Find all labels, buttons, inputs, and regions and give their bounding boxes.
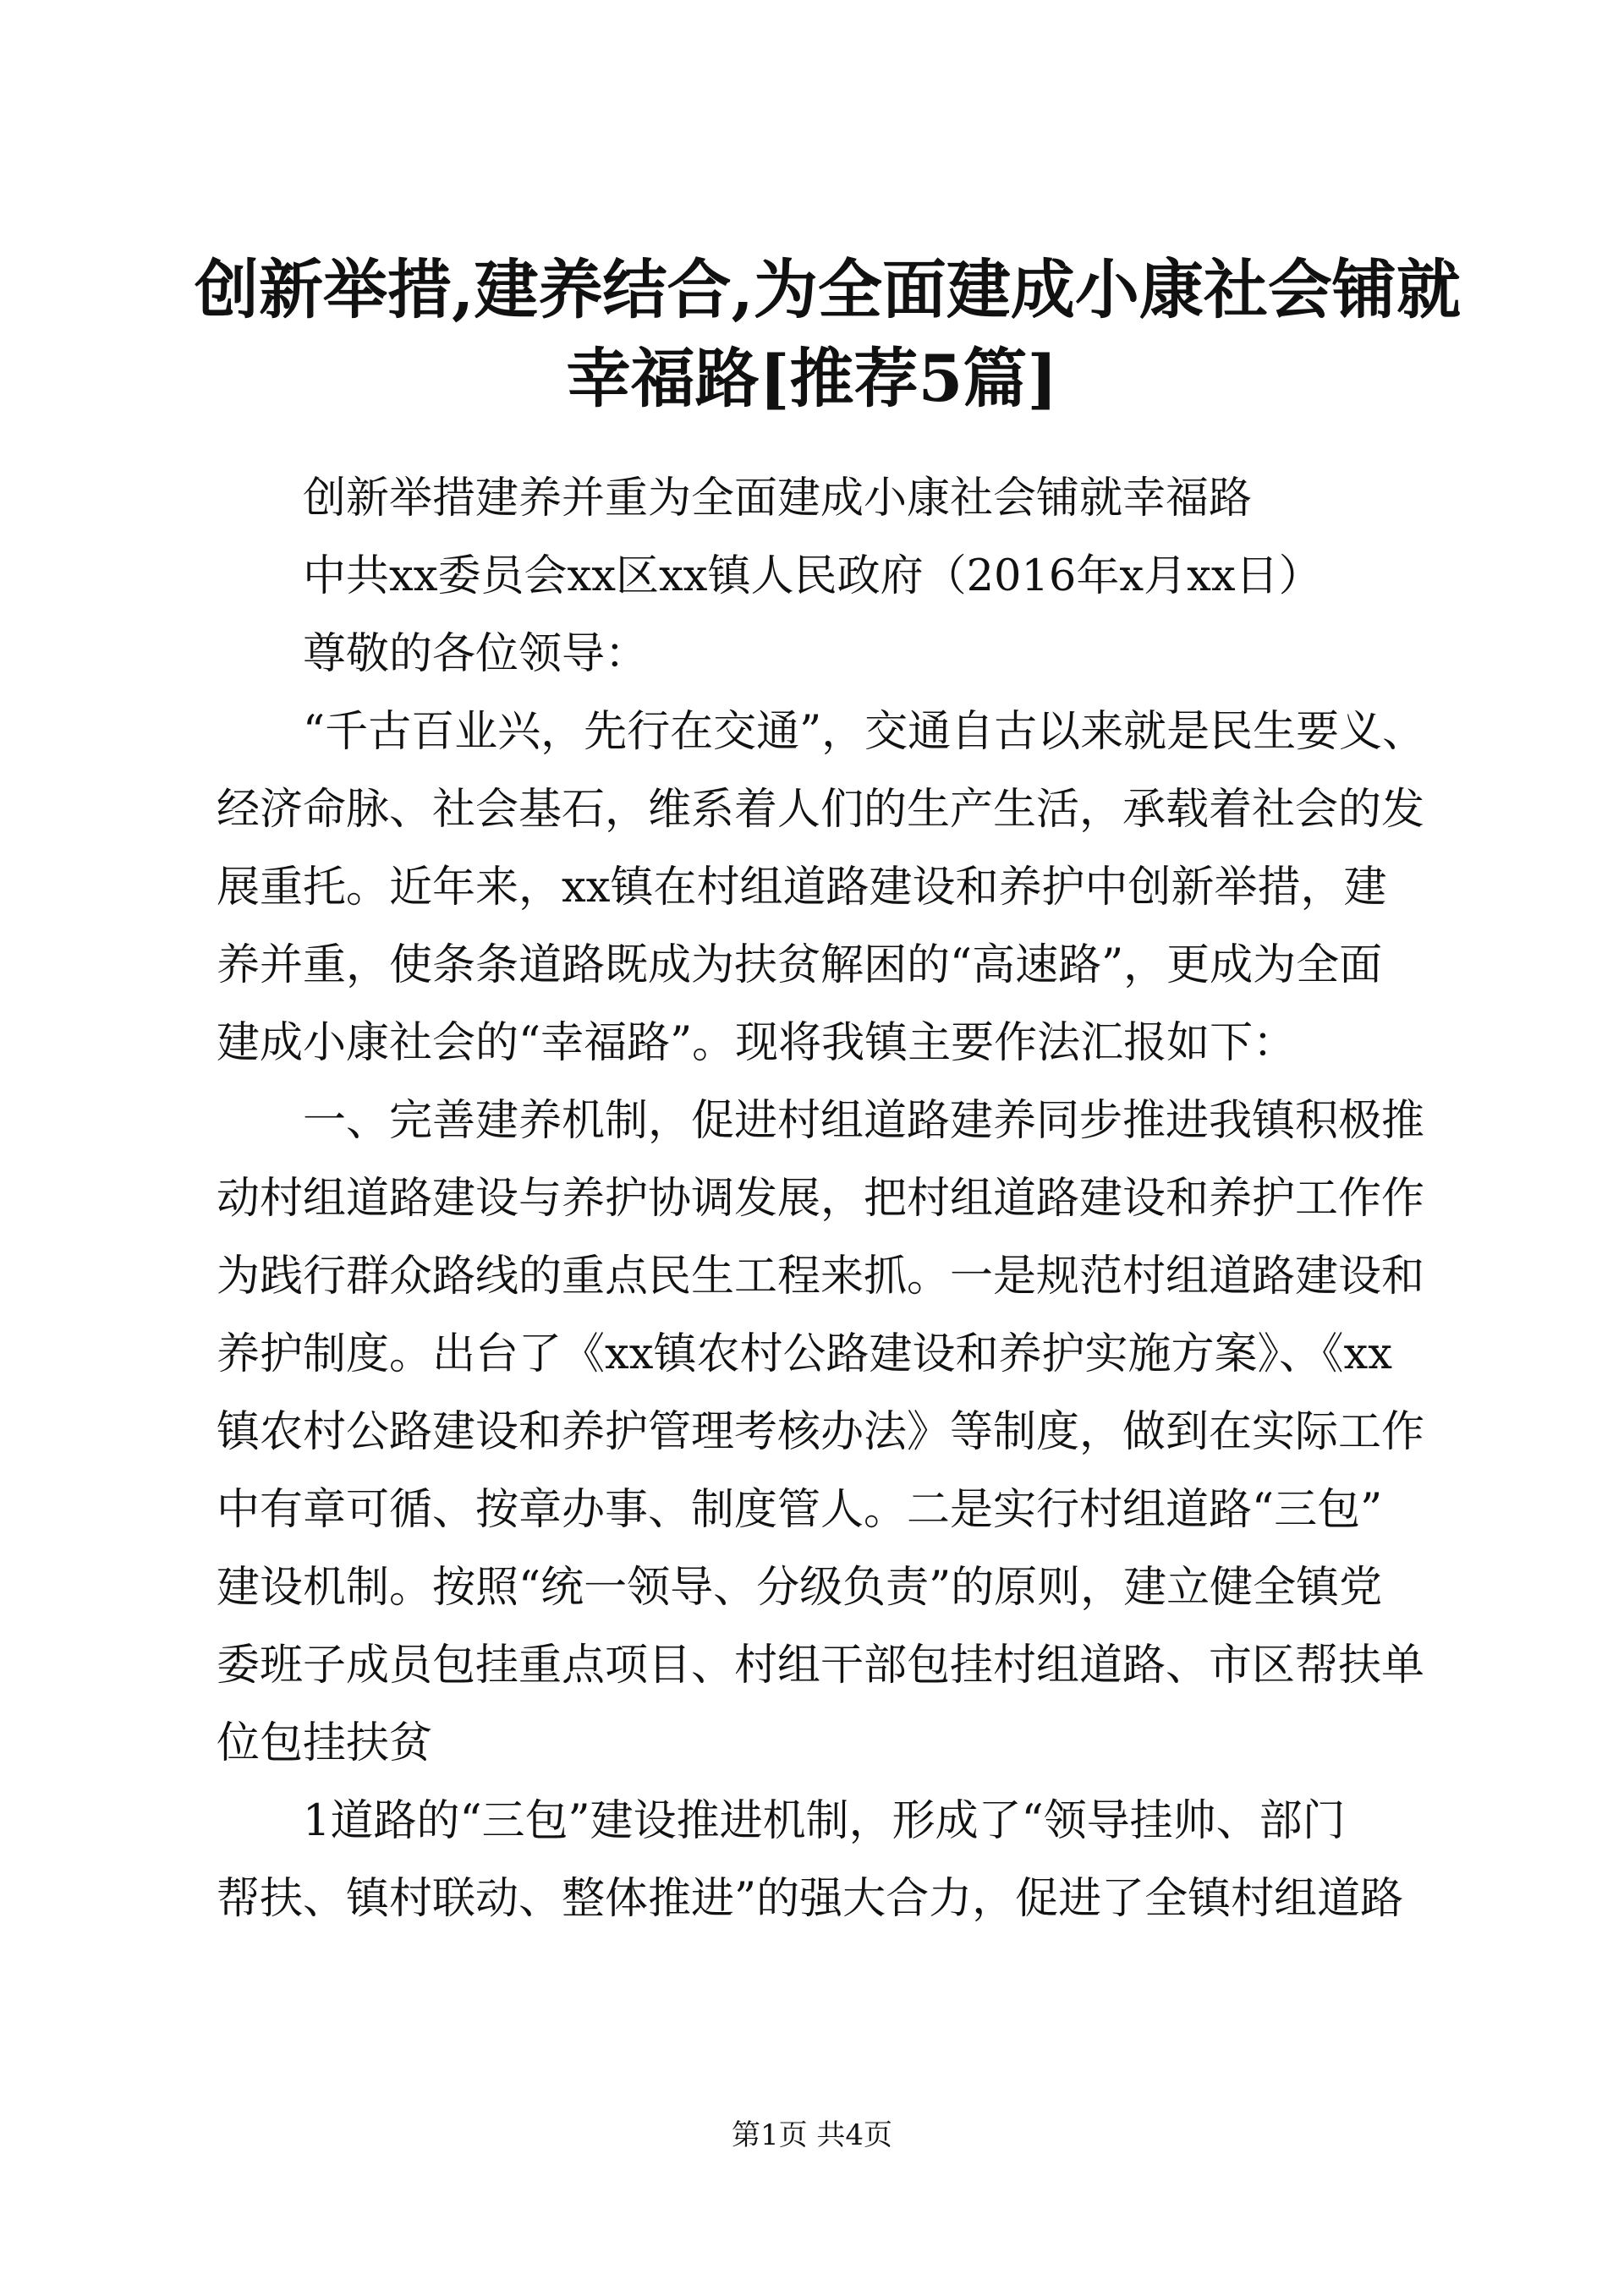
- body-line: 帮扶、镇村联动、整体推进”的强大合力，促进了全镇村组道路: [217, 1874, 1404, 1924]
- body-line: “千古百业兴，先行在交通”，交通自古以来就是民生要义、: [303, 707, 1426, 757]
- body-line: 经济命脉、社会基石，维系着人们的生产生活，承载着社会的发: [217, 785, 1425, 835]
- body-line: 委班子成员包挂重点项目、村组干部包挂村组道路、市区帮扶单: [217, 1641, 1425, 1690]
- body-line: 养并重，使条条道路既成为扶贫解困的“高速路”，更成为全面: [217, 940, 1383, 990]
- body-line: 镇农村公路建设和养护管理考核办法》等制度，做到在实际工作: [217, 1407, 1425, 1457]
- document-title-line-2: 幸福路[推荐5篇]: [566, 341, 1058, 416]
- page-footer: 第1页 共4页: [731, 2118, 893, 2152]
- body-line: 中有章可循、按章办事、制度管人。二是实行村组道路“三包”: [217, 1485, 1383, 1535]
- body-line: 建成小康社会的“幸福路”。现将我镇主要作法汇报如下：: [217, 1018, 1297, 1068]
- body-line: 建设机制。按照“统一领导、分级负责”的原则，建立健全镇党: [217, 1563, 1383, 1613]
- salutation: 尊敬的各位领导：: [303, 629, 649, 679]
- body-line: 为践行群众路线的重点民生工程来抓。一是规范村组道路建设和: [217, 1252, 1425, 1301]
- body-line: 一、完善建养机制，促进村组道路建养同步推进我镇积极推: [303, 1096, 1425, 1146]
- document-title-line-1: 创新举措,建养结合,为全面建成小康社会铺就: [195, 252, 1461, 327]
- body-line: 展重托。近年来，xx镇在村组道路建设和养护中创新举措，建: [217, 863, 1387, 912]
- body-line: 养护制度。出台了《xx镇农村公路建设和养护实施方案》、《xx: [217, 1329, 1393, 1379]
- body-line: 位包挂扶贫: [217, 1718, 433, 1768]
- subtitle: 创新举措建养并重为全面建成小康社会铺就幸福路: [303, 474, 1253, 523]
- issuer-line: 中共xx委员会xx区xx镇人民政府（2016年x月xx日）: [303, 551, 1322, 601]
- body-line: 动村组道路建设与养护协调发展，把村组道路建设和养护工作作: [217, 1174, 1425, 1224]
- body-line: 1道路的“三包”建设推进机制，形成了“领导挂帅、部门: [303, 1796, 1346, 1846]
